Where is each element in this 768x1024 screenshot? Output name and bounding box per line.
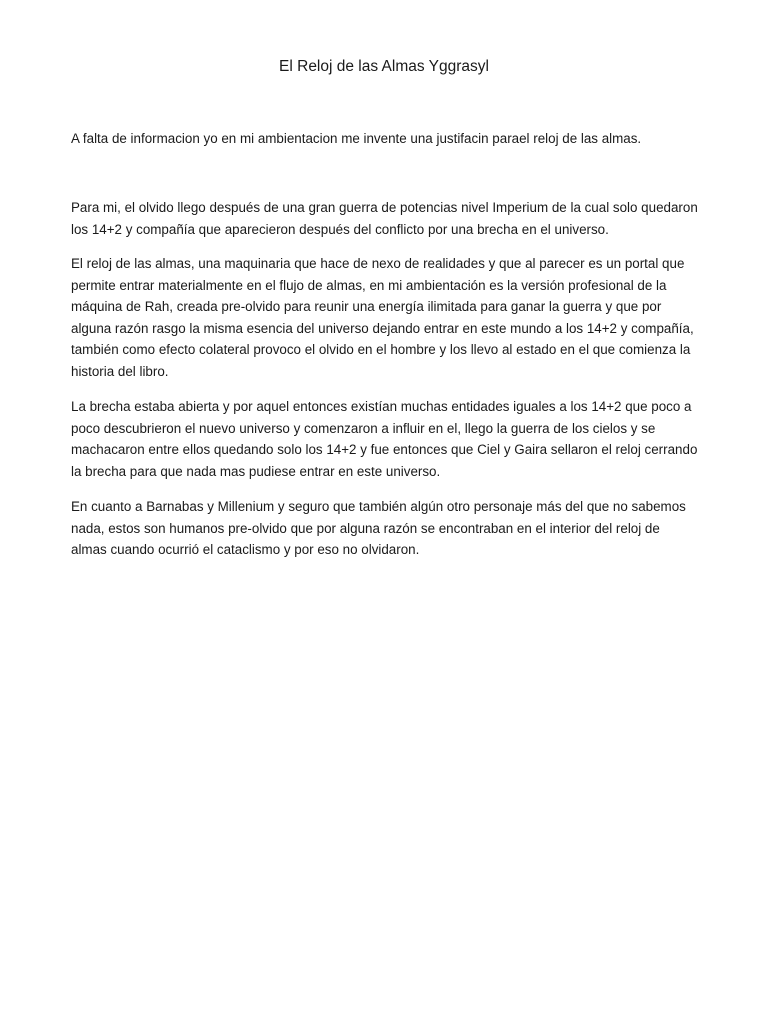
paragraph-barnabas: En cuanto a Barnabas y Millenium y seguro que también algún otro personaje más del que no sabemos nada, estos son humanos pre-olvido que por alguna razón se encontraban en el interior del reloj de almas cuando ocurrió el cataclismo y por eso no olvidaron.	[71, 499, 686, 558]
paragraph-olvido: Para mi, el olvido llego después de una gran guerra de potencias nivel Imperium de la cual solo quedaron los 14+2 y compañía que aparecieron después del conflicto por una brecha en el universo.	[71, 200, 698, 237]
intro-paragraph: A falta de informacion yo en mi ambientacion me invente una justifacin parael reloj de las almas.	[71, 131, 642, 146]
document-title: El Reloj de las Almas Yggrasyl	[279, 58, 489, 75]
paragraph-brecha: La brecha estaba abierta y por aquel entonces existían muchas entidades iguales a los 14+2 que poco a poco descubrieron el nuevo universo y comenzaron a influir en el, llego la guerra de los cielos y se machacaron entre ellos quedando solo los 14+2 y fue entonces que Ciel y Gaira sellaron el reloj cerrando la brecha para que nada mas pudiese entrar en este universo.	[71, 399, 698, 479]
paragraph-reloj: El reloj de las almas, una maquinaria que hace de nexo de realidades y que al parecer es un portal que permite entrar materialmente en el flujo de almas, en mi ambientación es la versión profesional de la máquina de Rah, creada pre-olvido para reunir una energía ilimitada para ganar la guerra y que por alguna razón rasgo la misma esencia del universo dejando entrar en este mundo a los 14+2 y compañía, también como efecto colateral provoco el olvido en el hombre y los llevo al estado en el que comienza la historia del libro.	[71, 256, 694, 379]
